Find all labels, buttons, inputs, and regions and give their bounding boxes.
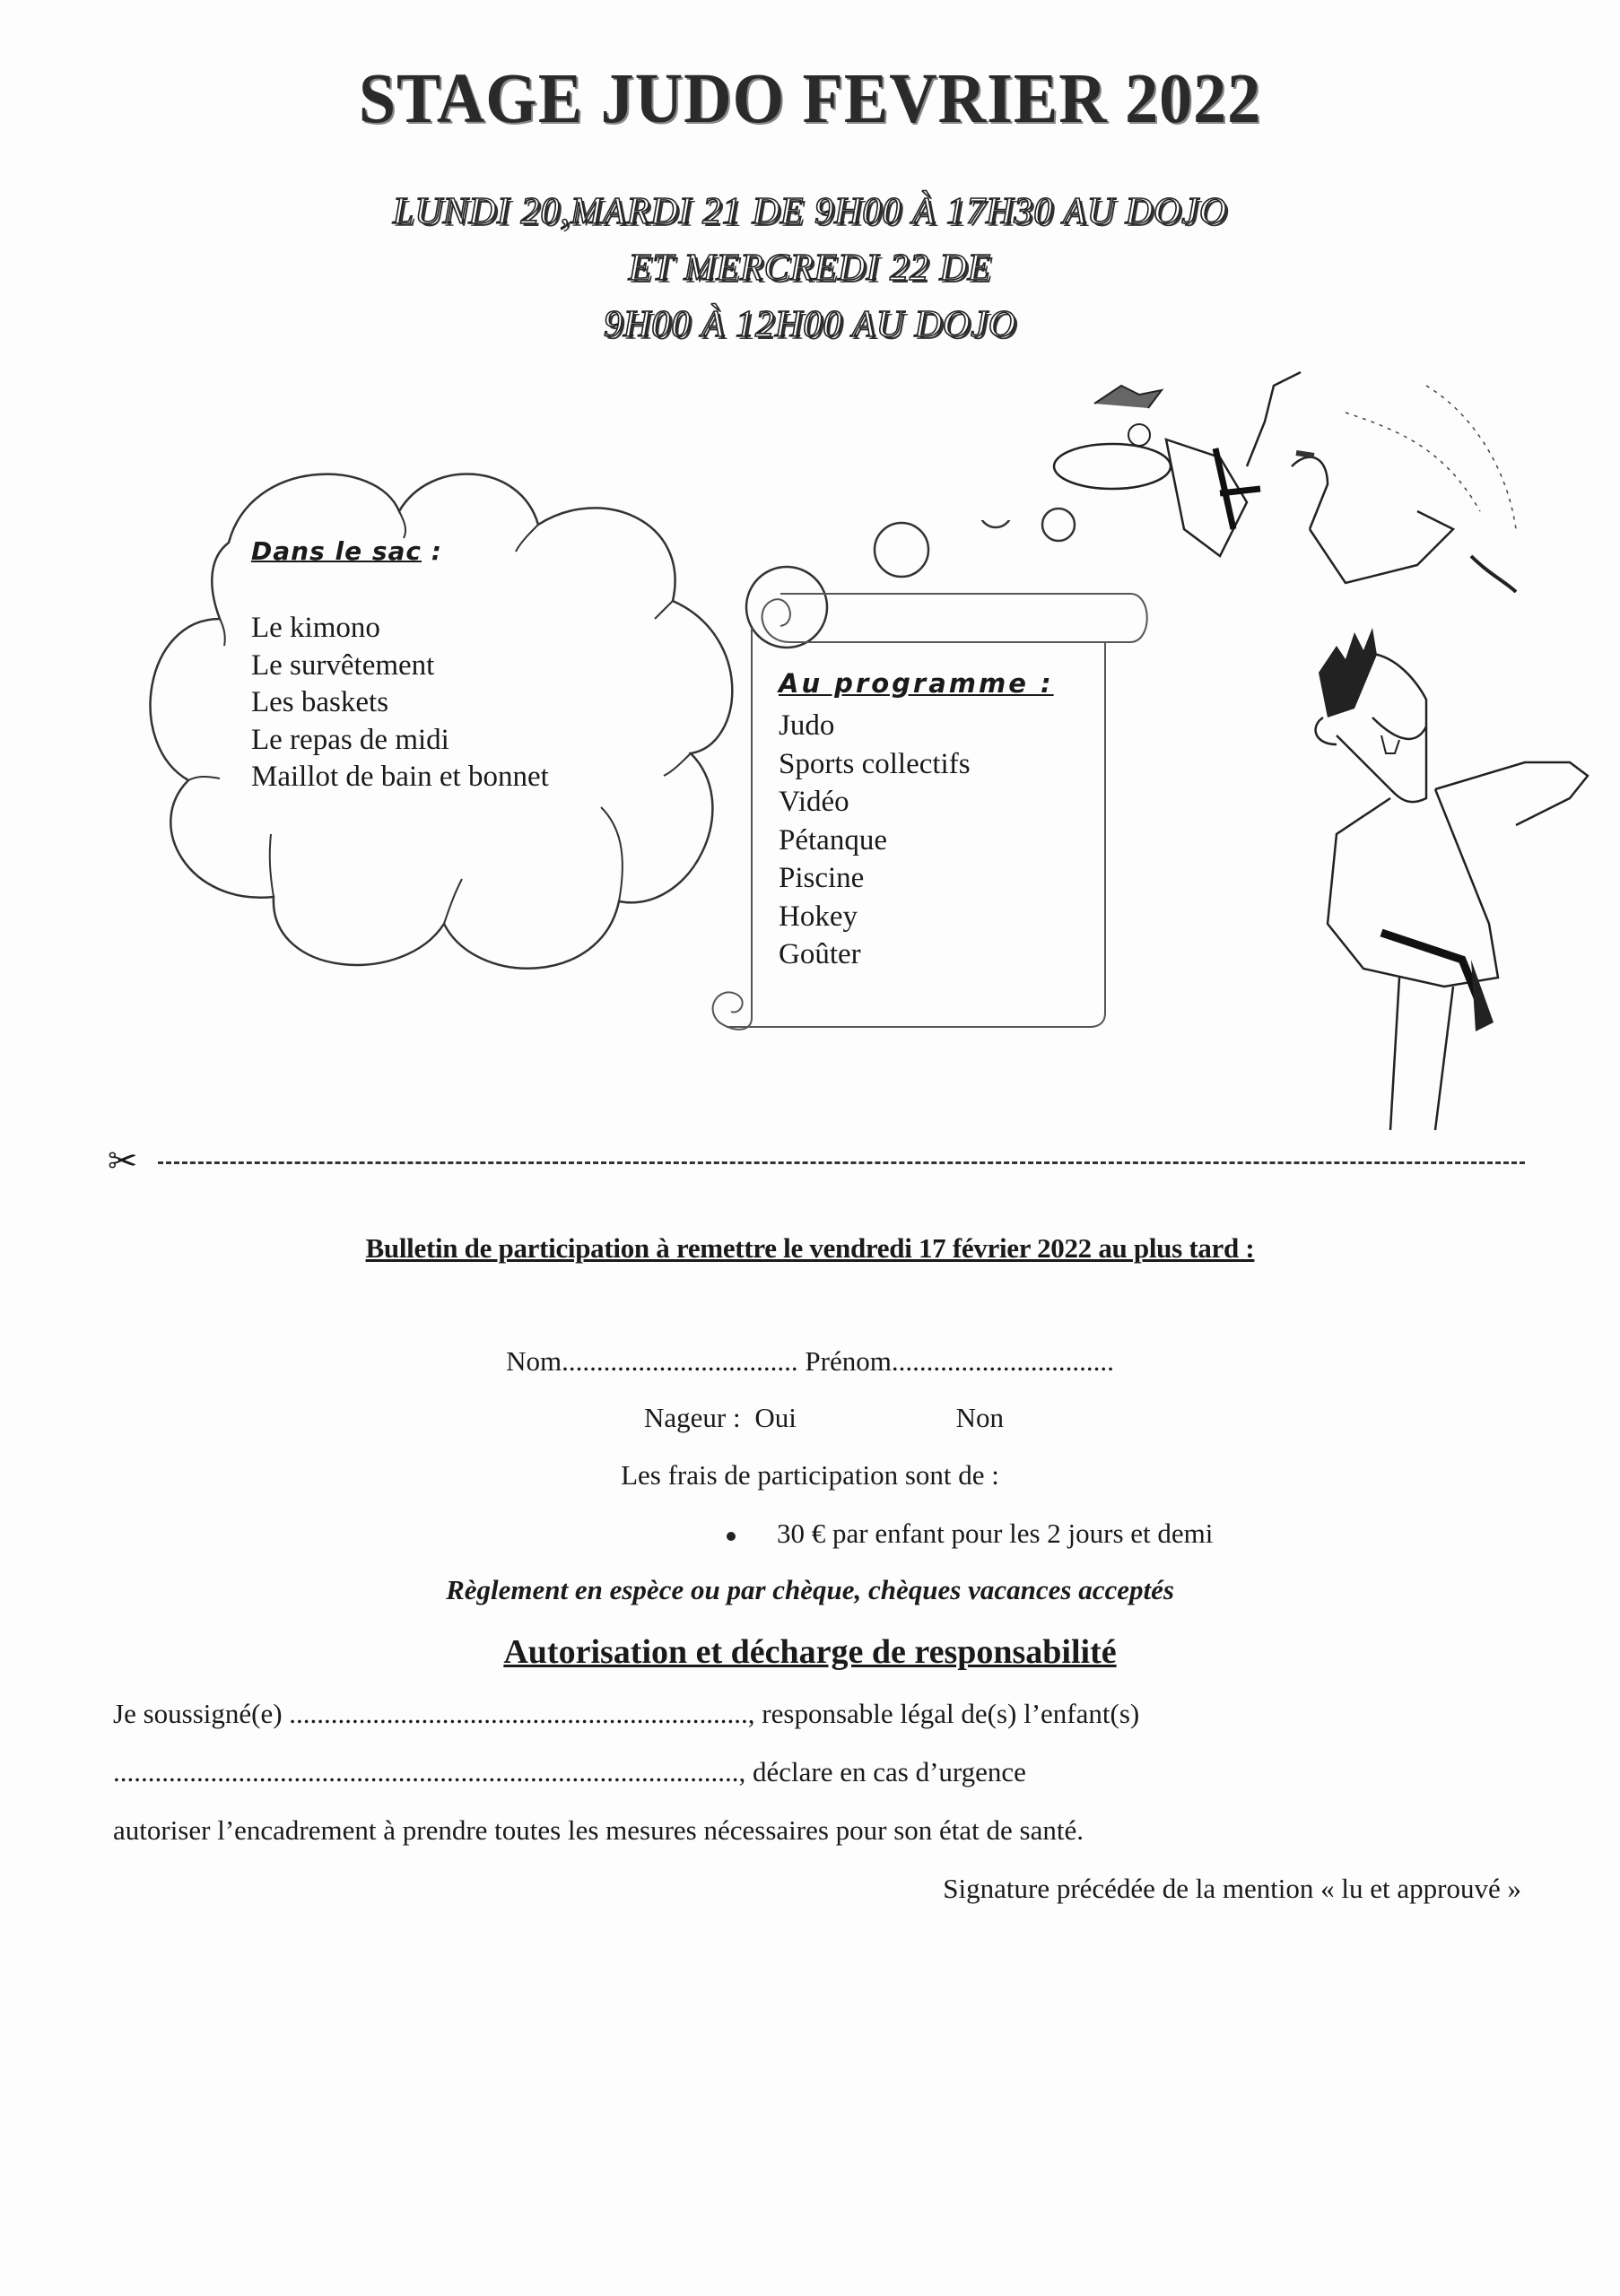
bullet-icon	[727, 1532, 736, 1541]
swimmer-no-option[interactable]: Non	[955, 1402, 1004, 1433]
swimmer-yes-option[interactable]: Oui	[754, 1402, 797, 1433]
program-item: Judo	[779, 709, 835, 742]
scissors-icon: ✂	[108, 1141, 138, 1182]
bulletin-heading: Bulletin de participation à remettre le vendredi 17 février 2022 au plus tard :	[365, 1232, 1255, 1264]
child-name-field[interactable]: ..........................................................................................	[113, 1756, 739, 1787]
program-item: Vidéo	[779, 786, 849, 818]
judo-throw-illustration	[1041, 350, 1579, 610]
bag-item: Le survêtement	[251, 648, 435, 682]
program-item: Goûter	[779, 938, 861, 970]
soussigne-label: Je soussigné(e)	[113, 1698, 283, 1729]
bag-list	[251, 610, 549, 796]
auth-line-3: autoriser l’encadrement à prendre toutes les mesures nécessaires pour son état de santé.	[113, 1814, 1084, 1846]
bag-item: Les baskets	[251, 686, 389, 718]
signature-note: Signature précédée de la mention « lu et approuvé »	[943, 1873, 1521, 1904]
auth-line-2	[113, 1756, 1026, 1788]
swimmer-label: Nageur :	[644, 1402, 741, 1433]
bag-item: Le kimono	[251, 612, 380, 644]
fee-item-text: 30 € par enfant pour les 2 jours et demi	[777, 1518, 1214, 1549]
bag-heading-colon: :	[421, 536, 442, 566]
program-heading	[779, 668, 1054, 699]
payment-methods: Règlement en espèce ou par chèque, chèques vacances acceptés	[446, 1574, 1174, 1605]
program-list	[779, 707, 971, 974]
prenom-field[interactable]: ................................	[891, 1345, 1114, 1377]
schedule-line-3: 9H00 À 12H00 AU DOJO	[603, 304, 1017, 345]
nom-label: Nom	[506, 1345, 562, 1377]
judoka-illustration	[1301, 619, 1606, 1139]
schedule-line-2: ET MERCREDI 22 DE	[628, 248, 992, 289]
name-row	[0, 1345, 1620, 1378]
auth-line-1	[113, 1698, 1139, 1730]
cut-line	[108, 1141, 1525, 1182]
nom-field[interactable]: ..................................	[562, 1345, 798, 1377]
guardian-suffix: , responsable légal de(s) l’enfant(s)	[747, 1698, 1140, 1729]
program-item: Sports collectifs	[779, 747, 971, 780]
program-heading-text: Au programme :	[779, 668, 1054, 699]
fee-item	[727, 1518, 1213, 1550]
bag-heading	[251, 536, 442, 566]
program-item: Piscine	[779, 862, 865, 894]
dashed-line	[158, 1161, 1525, 1164]
bag-item: Le repas de midi	[251, 723, 449, 756]
bag-item: Maillot de bain et bonnet	[251, 761, 549, 793]
guardian-name-field[interactable]: ..................................................................	[289, 1698, 748, 1729]
fees-intro: Les frais de participation sont de :	[621, 1459, 999, 1491]
swimmer-row	[644, 1402, 1004, 1434]
program-item: Hokey	[779, 900, 858, 933]
prenom-label: Prénom	[805, 1345, 892, 1377]
page-title: STAGE JUDO FEVRIER 2022	[358, 58, 1262, 139]
authorization-heading: Autorisation et décharge de responsabilité	[503, 1633, 1117, 1671]
declare-suffix: , déclare en cas d’urgence	[738, 1756, 1026, 1787]
bag-heading-text: Dans le sac	[251, 536, 422, 566]
program-item: Pétanque	[779, 823, 887, 857]
schedule-line-1: LUNDI 20,MARDI 21 DE 9H00 À 17H30 AU DOJO	[392, 191, 1228, 232]
